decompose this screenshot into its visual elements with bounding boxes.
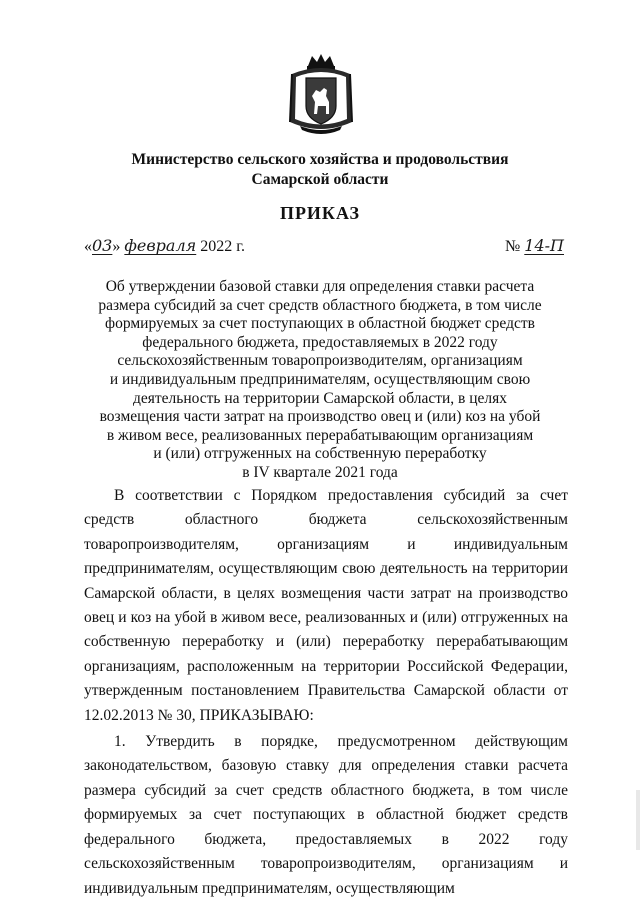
order-number bbox=[505, 236, 564, 256]
number-prefix: № bbox=[505, 238, 521, 255]
subject-line: и индивидуальным предпринимателям, осуществляющим свою bbox=[109, 370, 531, 388]
body-paragraph-preamble: В соответствии с Порядком предоставления субсидий за счет средств областного бюджета сельскохозяйственным товаропроизводителям, организациям и индивидуальным предпринимателям, осуществляющим свою деятельность на территории Самарской области, в целях возмещения части затрат на производство овец и коз на убой в живом весе, реализованных и (или) отгруженных на собственную переработку и (или) переработку перерабатывающим организациям, расположенным на территории Российской Федерации, утвержденным постановлением Правительства Самарской области от 12.02.2013 № 30, ПРИКАЗЫВАЮ: bbox=[84, 487, 568, 724]
subject-line: сельскохозяйственным товаропроизводителям, организациям bbox=[117, 352, 523, 370]
date-day: 03 bbox=[92, 236, 113, 255]
samara-coat-of-arms-icon bbox=[286, 52, 356, 136]
ministry-name bbox=[60, 150, 580, 190]
order-subject bbox=[70, 278, 570, 483]
order-title: ПРИКАЗ bbox=[279, 203, 361, 223]
ministry-line-2: Самарской области bbox=[251, 171, 389, 188]
date-year: 2022 г. bbox=[200, 238, 245, 255]
ministry-line-1: Министерство сельского хозяйства и продовольствия bbox=[131, 151, 509, 168]
subject-line: деятельность на территории Самарской области, в целях bbox=[132, 389, 508, 407]
subject-line: Об утверждении базовой ставки для определения ставки расчета bbox=[105, 278, 535, 295]
subject-line: и (или) отгруженных на собственную переработку bbox=[153, 445, 487, 463]
order-body bbox=[84, 484, 568, 901]
date-month: февраля bbox=[124, 236, 197, 255]
body-paragraph-item-1: 1. Утвердить в порядке, предусмотренном действующим законодательством, базовую ставку для определения ставки расчета размера субсидий за счет средств областного бюджета, в том числе формируемых за счет поступающих в областной бюджет средств федерального бюджета, предоставляемых в 2022 году сельскохозяйственным товаропроизводителям, организациям и индивидуальным предпринимателям, осуществляющим bbox=[84, 733, 568, 897]
order-date bbox=[84, 236, 245, 256]
subject-line: возмещения части затрат на производство овец и (или) коз на убой bbox=[99, 408, 541, 426]
number-value: 14-П bbox=[524, 236, 564, 255]
date-open-quote: « bbox=[84, 238, 92, 255]
subject-line: федерального бюджета, предоставляемых в 2022 году bbox=[142, 333, 498, 351]
subject-line: в IV квартале 2021 года bbox=[242, 463, 398, 481]
subject-line: формируемых за счет поступающих в областной бюджет средств bbox=[105, 315, 535, 333]
subject-line: в живом весе, реализованных перерабатывающим организациям bbox=[106, 426, 534, 444]
scan-edge-mark bbox=[636, 790, 640, 850]
subject-line: размера субсидий за счет средств областного бюджета, в том числе bbox=[98, 296, 542, 314]
date-close-quote: » bbox=[112, 238, 121, 255]
